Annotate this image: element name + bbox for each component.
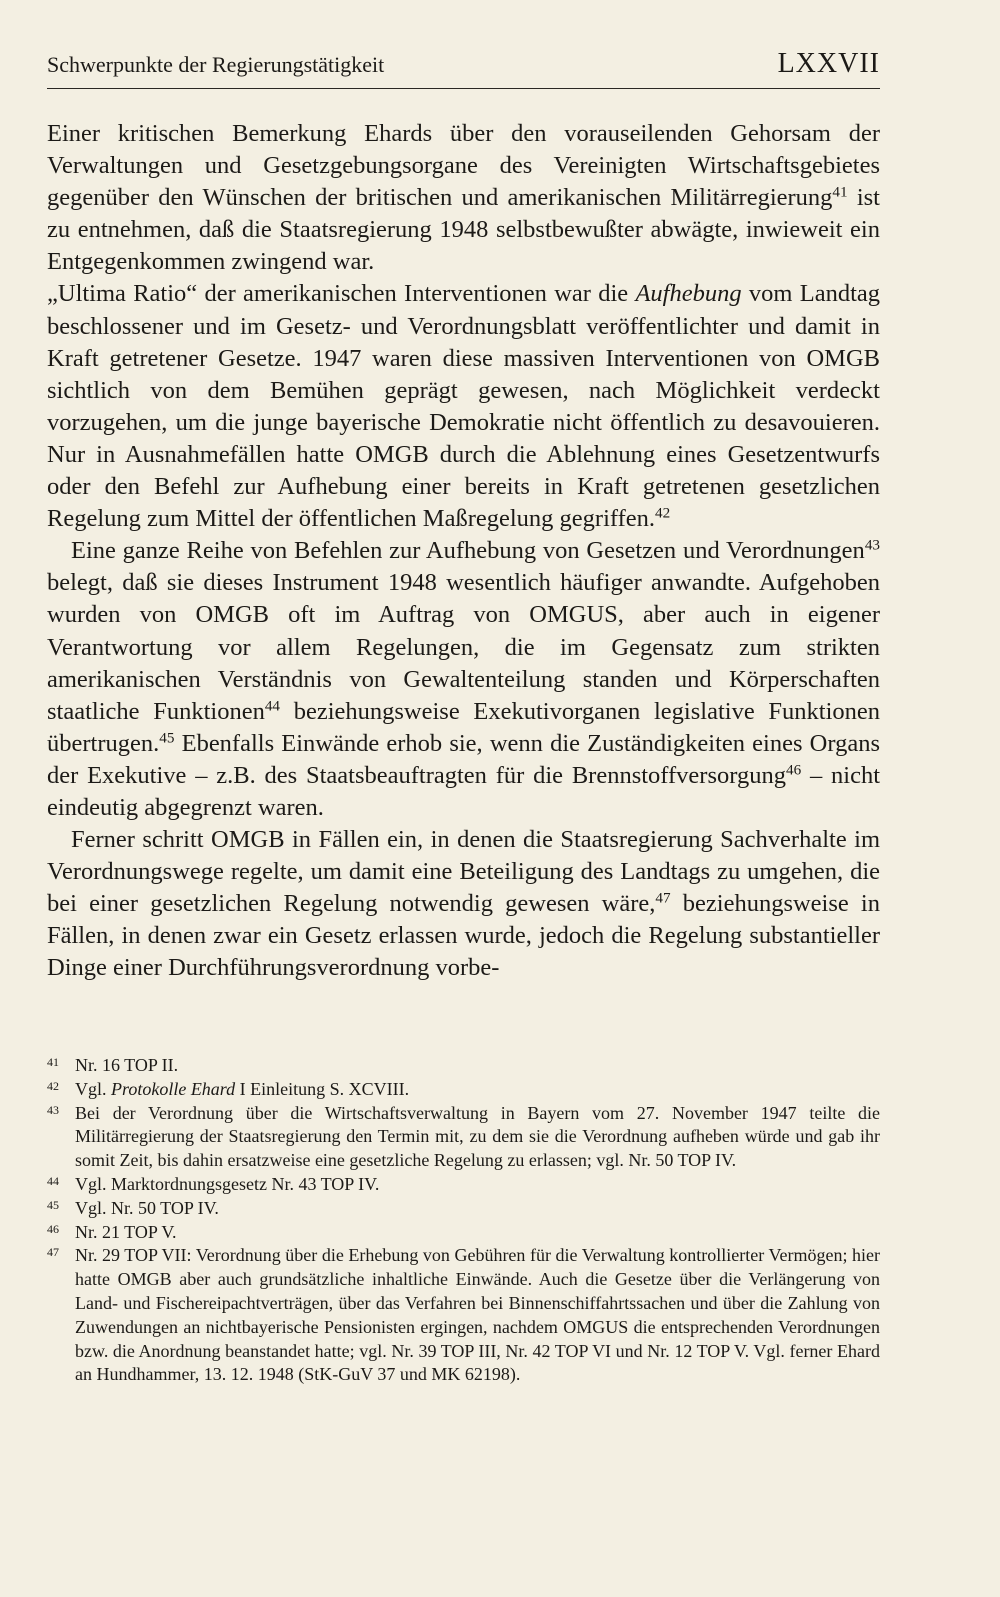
paragraph-text: – nicht eindeutig abgegrenzt waren.	[47, 761, 880, 821]
paragraph-text: Ebenfalls Einwände erhob sie, wenn die Zuständigkeiten eines Organs der Exekutive – z.B. des Staatsbeauftragten für die Brennstoffversorgung	[47, 729, 880, 789]
footnote-text: Nr. 16 TOP II.	[75, 1055, 179, 1075]
footnote-text: Vgl.	[75, 1078, 111, 1099]
footnote-text: Vgl. Nr. 50 TOP IV.	[75, 1197, 219, 1218]
paragraph-2	[47, 278, 880, 535]
running-title: Schwerpunkte der Regierungstätigkeit	[47, 52, 385, 77]
footnote-emphasis: Protokolle Ehard	[111, 1078, 236, 1099]
footnote-number: 45	[47, 1197, 59, 1212]
footnote-ref-42: 42	[655, 504, 671, 522]
footnote-text: Vgl. Marktordnungsgesetz Nr. 43 TOP IV.	[75, 1173, 380, 1194]
footnote-number: 41	[47, 1055, 59, 1069]
footnote-ref-41: 41	[832, 183, 848, 201]
footnote-46	[47, 1221, 880, 1245]
footnote-number: 44	[47, 1173, 59, 1188]
footnote-text: Nr. 21 TOP V.	[75, 1221, 177, 1242]
paragraph-text: „Ultima Ratio“ der amerikanischen Interventionen war die	[47, 280, 636, 308]
footnote-ref-47: 47	[655, 889, 671, 907]
footnote-ref-44: 44	[264, 697, 281, 715]
footnote-number: 42	[47, 1078, 59, 1093]
footnote-ref-43: 43	[864, 536, 880, 554]
footnote-text: I Einleitung S. XCVIII.	[235, 1078, 410, 1099]
emphasis-text: Aufhebung	[635, 280, 742, 308]
paragraph-text: belegt, daß sie dieses Instrument 1948 wesentlich häufiger anwandte. Aufgehoben wurden von OMGB oft im Auftrag von OMGUS, aber auch in eigener Verantwortung vor allem Regelungen, die im Gegensatz zum strikten amerikanischen Verständnis von Gewaltenteilung standen und Körperschaften staatliche Funktionen	[47, 569, 880, 725]
footnote-42	[47, 1078, 880, 1102]
footnote-text: Nr. 29 TOP VII: Verordnung über die Erhebung von Gebühren für die Verwaltung kontrollierter Vermögen; hier hatte OMGB aber auch grundsätzliche inhaltliche Einwände. Auch die Gesetze über die Verlängerung von Land- und Fischereipachtverträgen, über das Verfahren bei Binnenschiffahrtssachen und über die Zahlung von Zuwendungen an nichtbayerische Pensionisten ergingen, nachdem OMGUS die entsprechenden Verordnungen bzw. die Anordnung beanstandet hatte; vgl. Nr. 39 TOP III, Nr. 42 TOP VI und Nr. 12 TOP V. Vgl. ferner Ehard an Hundhammer, 13. 12. 1948 (StK-GuV 37 und MK 62198).	[75, 1245, 880, 1385]
page-header	[47, 48, 880, 89]
footnote-44	[47, 1173, 880, 1197]
body-text	[47, 118, 880, 985]
footnote-number: 46	[47, 1221, 59, 1236]
footnote-ref-45: 45	[159, 729, 175, 747]
footnote-text: Bei der Verordnung über die Wirtschaftsverwaltung in Bayern vom 27. November 1947 teilte die Militärregierung der Staatsregierung den Termin mit, zu dem sie die Verordnung aufheben würde und gab ihr somit Zeit, bis dahin ersatzweise eine gesetzliche Regelung zu erlassen; vgl. Nr. 50 TOP IV.	[75, 1102, 880, 1171]
footnote-43	[47, 1102, 880, 1173]
footnote-41	[47, 1054, 880, 1078]
footnote-number: 43	[47, 1102, 59, 1117]
footnote-ref-46: 46	[785, 761, 802, 779]
paragraph-text: beziehungsweise Exekutivorganen legislative Funktionen übertrugen.	[47, 697, 880, 757]
footnotes	[47, 1054, 880, 1387]
footnote-47	[47, 1244, 880, 1387]
paragraph-text: vom Landtag beschlossener und im Gesetz- und Verordnungsblatt veröffentlichter und damit in Kraft getretener Gesetze. 1947 waren diese massiven Interventionen von OMGB sichtlich von dem Bemühen geprägt gewesen, nach Möglichkeit verdeckt vorzugehen, um die junge bayerische Demokratie nicht öffentlich zu desavouieren. Nur in Ausnahmefällen hatte OMGB durch die Ablehnung eines Gesetzentwurfs oder den Befehl zur Aufhebung einer bereits in Kraft getretenen gesetzlichen Regelung zum Mittel der öffentlichen Maßregelung gegriffen.	[47, 280, 880, 533]
paragraph-text: Einer kritischen Bemerkung Ehards über den vorauseilenden Gehorsam der Verwaltungen und Gesetzgebungsorgane des Vereinigten Wirtschaftsgebietes gegenüber den Wünschen der britischen und amerikanischen Militärregierung	[47, 120, 880, 212]
paragraph-4	[47, 824, 880, 984]
paragraph-text: beziehungsweise in Fällen, in denen zwar ein Gesetz erlassen wurde, jedoch die Regelung substantieller Dinge einer Durchführungsverordnung vorbe-	[47, 890, 880, 982]
paragraph-1	[47, 118, 880, 278]
paragraph-3	[47, 535, 880, 824]
paragraph-text: ist zu entnehmen, daß die Staatsregierung 1948 selbstbewußter abwägte, inwieweit ein Entgegenkommen zwingend war.	[47, 184, 880, 276]
page-number: LXXVII	[777, 48, 880, 79]
footnote-45	[47, 1197, 880, 1221]
footnote-number: 47	[47, 1245, 59, 1260]
paragraph-text: Ferner schritt OMGB in Fällen ein, in denen die Staatsregierung Sachverhalte im Verordnungswege regelte, um damit eine Beteiligung des Landtags zu umgehen, die bei einer gesetzlichen Regelung notwendig gewesen wäre,	[47, 826, 880, 918]
paragraph-text: Eine ganze Reihe von Befehlen zur Aufhebung von Gesetzen und Verordnungen	[71, 537, 865, 565]
